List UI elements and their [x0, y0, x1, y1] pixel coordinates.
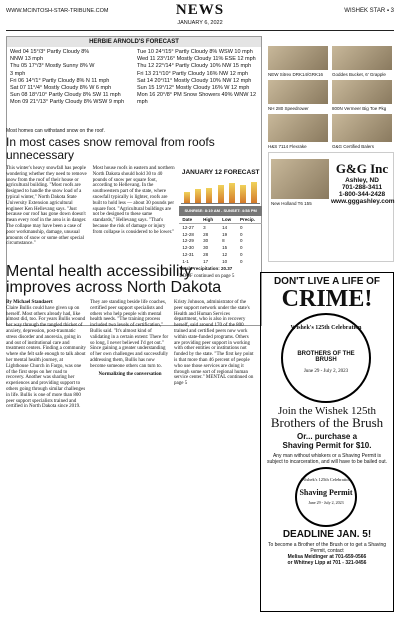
table-cell: 28	[203, 231, 209, 237]
header-rule	[6, 30, 394, 31]
forecast-line: Sat 07 11°/4° Mostly Cloudy 8% W 6 mph	[10, 85, 112, 92]
equipment-photo	[268, 80, 328, 104]
issue-date: JANUARY 6, 2022	[177, 20, 223, 26]
forecast-left-col	[7, 47, 134, 109]
article-column: Most house roofs in eastern and northern North Dakota should hold 30 to 40 pounds of snow per square foot, according to Hellevang. In the southwestern part of the state, where snowfall typically is lighter, roofs are built to hold less — about 30 pounds per square foot. "Agricultural buildings are not be designed to these same standards," Hellevang says. "That's because the risk of damage or injury from collapse is considered to be lower."	[92, 166, 175, 235]
gng-ad	[268, 152, 394, 262]
temperature-bar	[206, 188, 212, 203]
equipment-photo	[332, 80, 392, 104]
photo-caption: Goddes Bucket, 6' Grapple	[332, 72, 386, 77]
purchase-line: Or... purchase a	[296, 432, 358, 441]
article-text: They are standing beside life coaches, certified peer support specialists and others who help people with mental health needs. "The training process included two levels of certification," Bullis said. "It's almost kind of validating in a certain extent: There for so long, I never believed I'd get out." Since gaining a greater understanding of her own challenges and successfully addressing them, Bullis has now become someone others can turn to.	[90, 300, 169, 369]
temperature-bar	[240, 185, 246, 203]
contact-line[interactable]: Melisa Meidinger at 701-659-0566	[287, 554, 367, 560]
table-cell: 12-30	[182, 245, 194, 251]
table-cell: 17	[203, 258, 209, 264]
table-cell: 8	[222, 238, 225, 244]
badge-label: BROTHERS OF THE BRUSH	[297, 351, 355, 363]
table-cell: 0	[240, 231, 243, 237]
gng-city: Ashley, ND	[345, 177, 379, 184]
forecast-line: Fri 06 14°/1° Partly Cloudy 8% N 11 mph	[10, 77, 110, 84]
table-row	[179, 252, 262, 259]
table-header-row	[179, 216, 262, 224]
permit-badge-text: Wishek's 125th Celebration	[301, 477, 351, 482]
table-cell: 28	[203, 252, 209, 258]
mental-health-headline-box	[6, 264, 254, 296]
weather-table-body	[179, 224, 262, 265]
brothers-of-brush-ad	[260, 272, 394, 612]
table-row	[179, 224, 262, 231]
photo-caption: NEW Sitrex DRK14/GRK16	[268, 72, 324, 77]
article-column: Kristy Johnson, administrator of the peer support network under the state's Health and Human Services department, who is also in recovery herself, said around 170 of the 800 trained and certified peers now work within state-funded programs. Others are providing peer support in working with other entities or institutions not funded by the state. "The first key point is that more than 46 percent of people who use those services are doing it through some sort of regional human service center." MENTAL continued on page 5	[174, 300, 254, 387]
page-header	[0, 0, 400, 34]
table-cell: 0	[240, 224, 243, 230]
weather-table	[179, 216, 262, 266]
temperature-bars	[181, 178, 260, 204]
column-header: Low	[219, 216, 237, 224]
photo-caption: NH 280 Speedrower	[268, 106, 309, 111]
table-cell: 1-1	[182, 258, 189, 264]
mental-health-headline: Mental health accessibility improves across North Dakota	[6, 263, 222, 296]
table-cell: 30	[203, 238, 209, 244]
deadline: DEADLINE JAN. 5!	[282, 529, 372, 540]
table-cell: 0	[240, 238, 243, 244]
table-cell: 30	[203, 245, 209, 251]
paper-name-page: WISHEK STAR ▪ 3	[344, 8, 394, 14]
forecast-line: Mon 16 20°/8° PM Snow Showers 49% WNW 12	[137, 92, 257, 99]
section-title: NEWS	[175, 2, 225, 18]
gng-website[interactable]: www.gggashley.com	[331, 198, 395, 205]
table-cell: 12-27	[182, 224, 194, 230]
badge-text: Wishek's 125th Celebration	[290, 325, 362, 331]
table-cell: 10	[222, 258, 228, 264]
gng-phone[interactable]: 701-288-3411	[341, 184, 383, 191]
forecast-line: Thu 05 17°/3° Mostly Sunny 8% W	[10, 63, 95, 70]
gng-name: G&G Inc	[335, 161, 389, 176]
forecast-line: mph	[137, 99, 148, 106]
table-row	[179, 231, 262, 238]
website-url[interactable]: WWW.MCINTOSH-STAR-TRIBUNE.COM	[6, 8, 109, 14]
subheading: Normalizing the conversation	[98, 371, 162, 377]
forecast-line: Sun 15 19°/12° Mostly Cloudy 16% W 12 mph	[137, 85, 250, 92]
brothers-title: Brothers of the Brush	[270, 415, 384, 430]
forecast-line: Thu 12 22°/14° Partly Cloudy 10% NW 15 mph	[137, 63, 252, 70]
table-cell: 12	[222, 252, 228, 258]
forecast-line: Mon 09 21°/13° Partly Cloudy 8% WSW 9 mph	[10, 99, 125, 106]
column-header: Date	[179, 216, 200, 224]
ad-fine-print: Any man without whiskers or a Shaving Permit is subject to incarceration, and will have to be bailed out.	[266, 453, 388, 465]
table-cell: 0	[240, 258, 243, 264]
forecast-line: Fri 13 21°/10° Partly Cloudy 16% NW 12 mph	[137, 70, 249, 77]
ad-badges	[261, 311, 393, 405]
gng-phone[interactable]: 1-800-344-2428	[338, 191, 386, 198]
forecast-line: Tue 10 24°/15° Partly Cloudy 8% WSW 10 mph	[137, 49, 253, 55]
forecast-title: HERBIE ARNOLD'S FORECAST	[7, 37, 261, 47]
permit-label: Shaving Permit	[299, 488, 353, 497]
permit-badge	[295, 467, 357, 527]
total-precipitation: Total Precipitation: 20.37	[179, 266, 233, 272]
tractor-photo	[271, 159, 329, 199]
badge-dates: June 29 - July 2, 2023	[303, 369, 349, 374]
mental-health-article	[6, 300, 254, 612]
sunrise-sunset: SUNRISE: 8:19 AM - SUNSET: 4:58 PM	[179, 206, 262, 216]
photo-caption: 800N Vermeer Big Toe Pkg	[332, 106, 387, 111]
photo-caption: H&S 7114 Flexrake	[268, 144, 307, 149]
forecast-line: 3 mph	[10, 70, 26, 77]
ad-headline: DON'T LIVE A LIFE OF	[273, 276, 381, 287]
forecast-line: Sat 14 20°/11° Mostly Cloudy 10% NW 12 mph	[137, 77, 252, 84]
equipment-photo	[332, 46, 392, 70]
tractor-caption: New Holland T6 155	[271, 201, 312, 206]
forecast-line: Wed 04 15°/3° Partly Cloudy 8%	[10, 49, 90, 55]
contact-line[interactable]: or Whitney Lipp at 701 - 321-0456	[287, 560, 367, 566]
table-cell: 12-31	[182, 252, 194, 258]
temperature-bar	[218, 185, 224, 203]
photo-caption: G&G Certified Balers	[332, 144, 375, 149]
article-column	[6, 300, 86, 612]
article-text: Claire Bullis could have given up on herself. Most others already had, like almost did, too. For years Bullis wound her way through the tangled thicket of anxiety, depression, post-traumatic stress disorder and anorexia, going in and out of institutional care and treatment centers. Finding a community where she felt safe enough to talk about her mental health journey, at Lighthouse Church in Fargo, was one of the first steps on her road to recovery. Another was sharing her experiences and providing support to others going through similar challenges in life. Bullis is one of more than 800 peer support specialists trained and certified in North Dakota since 2019.	[6, 305, 86, 410]
article-column: This winter's heavy snowfall has people wondering whether they need to remove snow from the roof of their house or agricultural building. "Most roofs are designed to handle the snow load of a typical winter," North Dakota State University Extension agricultural engineer Ken Hellevang says. "Just because our roof has gone down doesn't mean every roof in the area is in danger. The collapse may have been a case of poor workmanship, damage, unusual amounts of snow or some other special circumstance."	[6, 166, 87, 247]
snow-article	[6, 166, 262, 279]
celebration-badge	[281, 313, 371, 403]
roof-jump: ROOF continued on page 5	[179, 273, 235, 279]
article-column	[90, 300, 170, 612]
ad-contact-intro: To become a Brother of the Brush or to get a Shaving Permit, contact	[267, 542, 387, 554]
temperature-bar	[251, 182, 257, 203]
table-cell: 0	[240, 252, 243, 258]
byline: By Michael Standaert	[6, 300, 53, 305]
column-header: High	[200, 216, 219, 224]
column-header: Precip.	[237, 216, 262, 224]
permit-dates: June 29 - July 2, 2023	[308, 500, 344, 505]
table-cell: 14	[222, 224, 228, 230]
forecast-right-col	[134, 47, 261, 109]
snow-photo-caption: Most homes can withstand snow on the roof.	[6, 128, 105, 134]
temperature-bar	[229, 183, 235, 203]
table-cell: 12-29	[182, 238, 194, 244]
ad-headline-crime: CRIME!	[281, 286, 373, 312]
equipment-photo	[268, 46, 328, 70]
table-row	[179, 245, 262, 252]
forecast-line: NNW 13 mph	[10, 56, 44, 63]
table-cell: 12-28	[182, 231, 194, 237]
temperature-bar	[195, 189, 201, 203]
table-cell: 3	[203, 224, 206, 230]
permit-price: Shaving Permit for $10.	[282, 441, 372, 450]
permit-badge-area	[261, 465, 393, 529]
forecast-days	[7, 47, 261, 109]
gng-contact	[331, 161, 393, 205]
forecast-line: Sun 08 18°/10° Partly Cloudy 8% SW 11 mph	[10, 92, 121, 99]
snow-headline: In most cases snow removal from roofs unnecessary	[6, 135, 215, 162]
table-row	[179, 238, 262, 245]
join-line: Join the Wishek 125th	[277, 405, 377, 417]
temperature-bar	[184, 192, 190, 203]
chart-title: JANUARY 12 FORECAST	[181, 169, 260, 176]
table-cell: 0	[240, 245, 243, 251]
equipment-photo	[268, 114, 328, 142]
table-cell: 19	[222, 231, 228, 237]
table-cell: 15	[222, 245, 228, 251]
equipment-photo	[332, 114, 392, 142]
forecast-line: Wed 11 23°/16° Mostly Cloudy 11% ESE 12 mph	[137, 56, 256, 63]
weather-chart-panel	[179, 166, 262, 279]
